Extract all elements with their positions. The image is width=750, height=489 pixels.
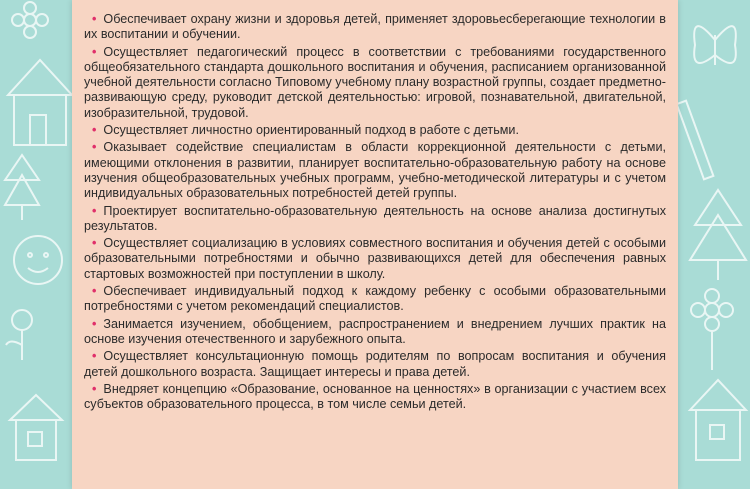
bullet-icon: • (92, 140, 97, 155)
bullet-icon: • (92, 284, 97, 299)
list-item-text: Осуществляет педагогический процесс в соответствии с требованиями государственного общеобязательного стандарта дошкольного воспитания и обучения, расписанием организованной учебной деятельности согласно Типовому учебному плану возрастной группы, создает предметно-развивающую среду, руководит детской деятельностью: игровой, познавательной, двигательной, изобразительной, трудовой. (84, 44, 666, 120)
bullet-icon: • (92, 316, 97, 331)
list-item-text: Оказывает содействие специалистам в области коррекционной деятельности с детьми, имеющими отклонения в развитии, планирует воспитательно-образовательную работу на основе изучения общеобразовательных учебных программ, учебно-методической литературы и с учетом индивидуальных образовательных потребностей детей группы. (84, 140, 666, 201)
list-item-text: Осуществляет консультационную помощь родителям по вопросам воспитания и обучения детей дошкольного возраста. Защищает интересы и права детей. (84, 349, 666, 379)
list-item-text: Проектирует воспитательно-образовательную деятельность на основе анализа достигнутых результатов. (84, 203, 666, 233)
sun-flower-icon (6, 310, 32, 360)
bullet-icon: • (92, 349, 97, 364)
bullet-icon: • (92, 236, 97, 251)
list-item-text: Занимается изучением, обобщением, распространением и внедрением лучших практик на основе изучения отечественного и зарубежного опыта. (84, 316, 666, 346)
house-icon (8, 60, 72, 145)
list-item-text: Внедряет концепцию «Образование, основанное на ценностях» в организации с участием всех субъектов образовательного процесса, в том числе семьи детей. (84, 381, 666, 412)
bullet-icon: • (92, 381, 97, 396)
list-item (84, 204, 666, 235)
list-item (84, 382, 666, 413)
pencil-icon (677, 101, 714, 180)
list-item (84, 12, 666, 43)
list-item-text: Обеспечивает индивидуальный подход к каждому ребенку с особыми образовательными потребностями с учетом рекомендаций специалистов. (84, 284, 666, 314)
bullet-icon: • (92, 203, 97, 218)
house-icon-2 (10, 395, 62, 460)
list-item-text: Осуществляет личностно ориентированный подход в работе с детьми. (103, 123, 519, 138)
list-item (84, 317, 666, 348)
flower-icon (12, 2, 48, 38)
butterfly-icon (694, 26, 736, 65)
list-item (84, 284, 666, 315)
list-item (84, 349, 666, 380)
list-item-text: Обеспечивает охрану жизни и здоровья детей, применяет здоровьесберегающие технологии в их воспитании и обучении. (84, 12, 666, 42)
list-item-text: Осуществляет социализацию в условиях совместного воспитания и обучения детей с особыми образовательными потребностями и обычно развивающихся детей для обеспечения равных стартовых возможностей при поступлении в школу. (84, 236, 666, 281)
flower-icon-2 (691, 289, 733, 370)
tree-icon (5, 155, 39, 220)
list-item (84, 140, 666, 201)
child-face-icon (14, 236, 62, 284)
bullet-icon: • (92, 123, 97, 138)
house-icon-3 (690, 380, 746, 460)
list-item (84, 236, 666, 282)
tree-icon-2 (690, 190, 746, 280)
duties-list (84, 12, 666, 414)
bullet-icon: • (92, 12, 97, 26)
bullet-icon: • (92, 44, 97, 59)
list-item (84, 123, 666, 138)
list-item (84, 45, 666, 121)
